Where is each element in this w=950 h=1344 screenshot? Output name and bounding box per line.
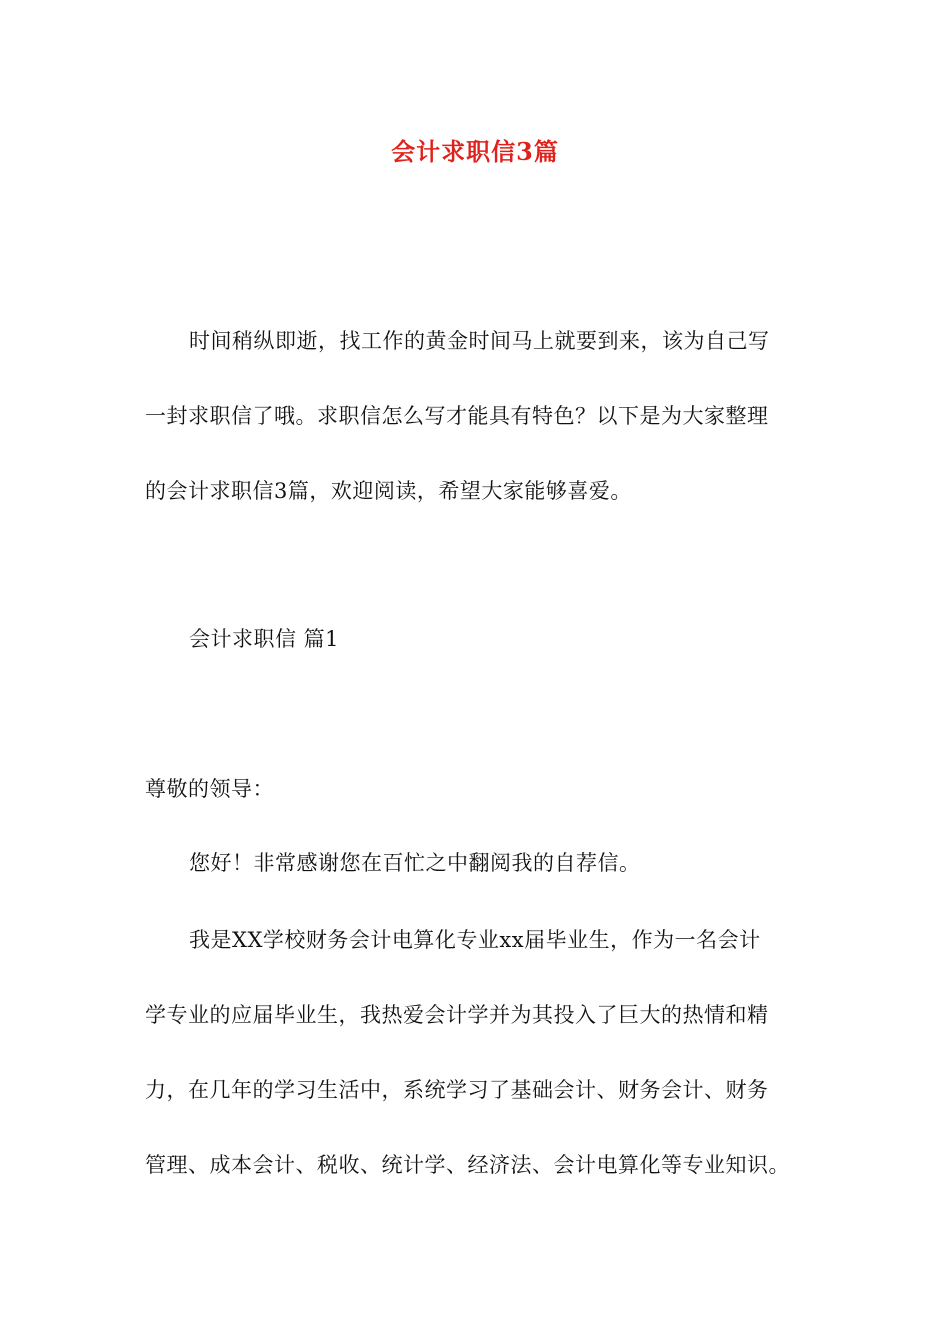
document-title: 会计求职信3篇 [391, 137, 559, 166]
section-heading: 会计求职信 篇1 [189, 627, 340, 651]
salutation: 尊敬的领导： [145, 777, 274, 801]
body-line-4: 管理、成本会计、税收、统计学、经济法、会计电算化等专业知识。 [145, 1153, 790, 1177]
intro-line-1: 时间稍纵即逝，找工作的黄金时间马上就要到来，该为自己写 [189, 329, 770, 353]
body-line-2: 学专业的应届毕业生，我热爱会计学并为其投入了巨大的热情和精 [145, 1003, 769, 1027]
intro-line-3: 的会计求职信3篇，欢迎阅读，希望大家能够喜爱。 [145, 479, 632, 503]
intro-line-2: 一封求职信了哦。求职信怎么写才能具有特色？以下是为大家整理 [145, 404, 769, 428]
body-line-1: 我是XX学校财务会计电算化专业xx届毕业生，作为一名会计 [189, 928, 761, 952]
greeting-line: 您好！非常感谢您在百忙之中翻阅我的自荐信。 [189, 851, 641, 875]
body-line-3: 力，在几年的学习生活中，系统学习了基础会计、财务会计、财务 [145, 1078, 769, 1102]
